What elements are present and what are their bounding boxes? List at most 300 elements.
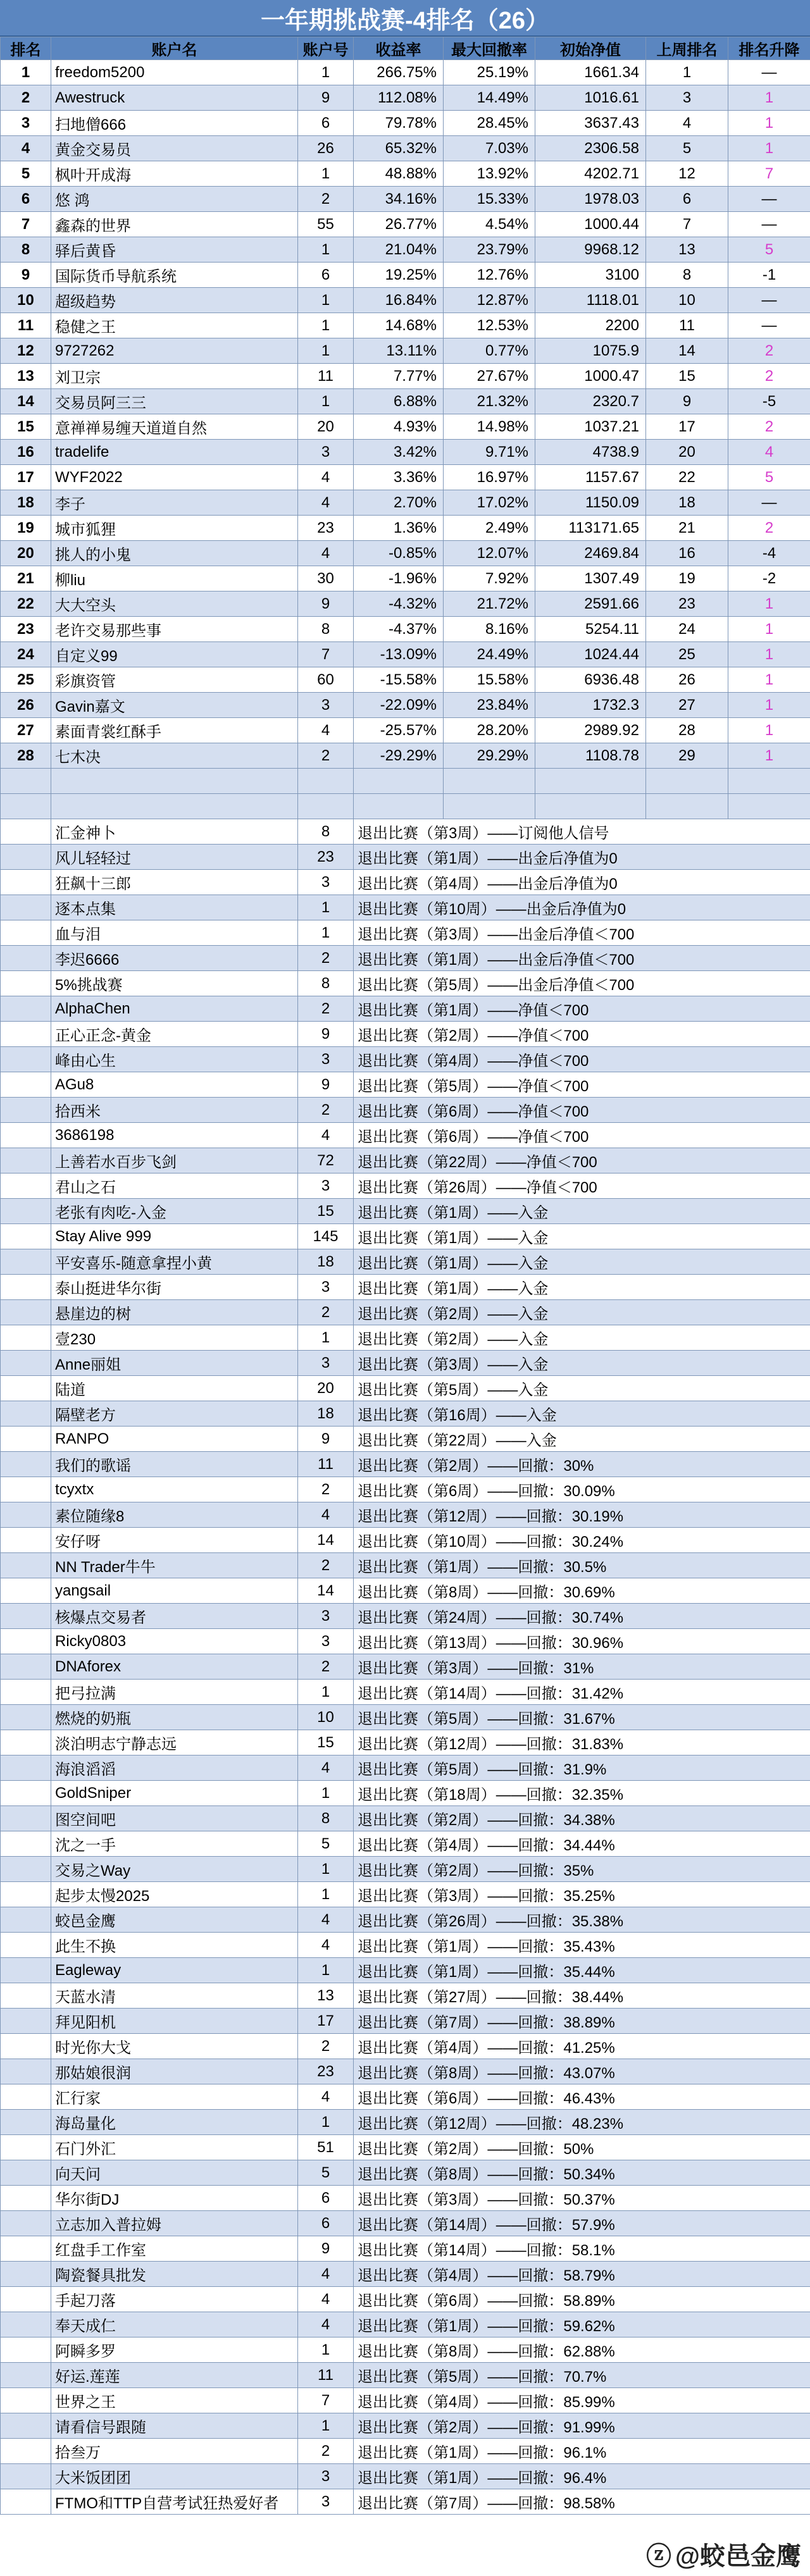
header-max-drawdown: 最大回撤率 [444, 37, 535, 60]
cell-account-no: 60 [298, 667, 354, 693]
cell-account-no: 5 [298, 2160, 354, 2186]
cell-initial-nav: 2469.84 [535, 541, 646, 566]
cell-account-name: 海岛量化 [51, 2110, 298, 2135]
cell-rank-change: -1 [728, 263, 810, 288]
cell-exit-note: 退出比赛（第26周）——净值＜700 [354, 1173, 810, 1199]
cell-account-name: 燃烧的奶瓶 [51, 1705, 298, 1730]
cell-blank [1, 845, 51, 870]
cell-account-no: 6 [298, 111, 354, 136]
table-row [1, 389, 810, 414]
cell-last-week-rank: 12 [646, 161, 728, 187]
cell-max-drawdown: 14.98% [444, 414, 535, 440]
exit-row [1, 1705, 810, 1730]
cell-blank [1, 2110, 51, 2135]
cell-last-week-rank: 16 [646, 541, 728, 566]
cell-rank-change: — [728, 212, 810, 237]
spacer-cell [354, 794, 444, 819]
cell-max-drawdown: 21.72% [444, 591, 535, 617]
cell-rank: 14 [1, 389, 51, 414]
cell-blank [1, 1477, 51, 1502]
cell-account-name: 稳健之王 [51, 313, 298, 338]
cell-account-no: 23 [298, 2059, 354, 2084]
cell-account-name: 君山之石 [51, 1173, 298, 1199]
cell-max-drawdown: 12.87% [444, 288, 535, 313]
cell-blank [1, 1983, 51, 2009]
exit-row [1, 2211, 810, 2236]
cell-exit-note: 退出比赛（第4周）——回撤：58.79% [354, 2262, 810, 2287]
cell-blank [1, 2135, 51, 2160]
cell-blank [1, 920, 51, 946]
cell-account-no: 18 [298, 1249, 354, 1275]
cell-blank [1, 1275, 51, 1300]
spacer-cell [298, 794, 354, 819]
exit-row [1, 1528, 810, 1553]
exit-row [1, 1173, 810, 1199]
cell-account-no: 9 [298, 591, 354, 617]
cell-blank [1, 2489, 51, 2515]
cell-return: 4.93% [354, 414, 444, 440]
cell-rank: 2 [1, 85, 51, 111]
cell-exit-note: 退出比赛（第5周）——出金后净值＜700 [354, 971, 810, 996]
cell-max-drawdown: 27.67% [444, 364, 535, 389]
cell-rank: 9 [1, 263, 51, 288]
cell-account-name: 好运.莲莲 [51, 2363, 298, 2388]
cell-max-drawdown: 12.07% [444, 541, 535, 566]
cell-blank [1, 1958, 51, 1983]
cell-blank [1, 1300, 51, 1325]
cell-account-no: 4 [298, 2084, 354, 2110]
cell-rank: 21 [1, 566, 51, 591]
cell-max-drawdown: 25.19% [444, 60, 535, 85]
exit-row [1, 1578, 810, 1604]
exit-row [1, 996, 810, 1022]
exit-row [1, 895, 810, 920]
cell-max-drawdown: 7.03% [444, 136, 535, 161]
cell-last-week-rank: 8 [646, 263, 728, 288]
exit-row [1, 2262, 810, 2287]
cell-rank-change: 7 [728, 161, 810, 187]
table-row [1, 617, 810, 642]
cell-account-name: RANPO [51, 1427, 298, 1452]
cell-account-name: 素面青裳红酥手 [51, 718, 298, 743]
cell-account-name: 沈之一手 [51, 1831, 298, 1857]
cell-blank [1, 1578, 51, 1604]
exit-row [1, 920, 810, 946]
cell-rank: 23 [1, 617, 51, 642]
cell-account-name: 彩旗资管 [51, 667, 298, 693]
cell-account-name: 海浪滔滔 [51, 1756, 298, 1781]
cell-account-name: WYF2022 [51, 465, 298, 490]
table-row [1, 693, 810, 718]
cell-rank-change: 1 [728, 642, 810, 667]
cell-initial-nav: 1108.78 [535, 743, 646, 769]
table-row [1, 566, 810, 591]
cell-account-no: 1 [298, 389, 354, 414]
cell-account-name: 手起刀落 [51, 2287, 298, 2312]
cell-max-drawdown: 14.49% [444, 85, 535, 111]
cell-blank [1, 1173, 51, 1199]
cell-account-name: Stay Alive 999 [51, 1224, 298, 1249]
table-row [1, 263, 810, 288]
cell-account-name: 李迟6666 [51, 946, 298, 971]
watermark-text: @蛟邑金鹰 [675, 2542, 801, 2570]
cell-account-no: 11 [298, 1452, 354, 1477]
cell-account-no: 4 [298, 1933, 354, 1958]
cell-return: 14.68% [354, 313, 444, 338]
exit-row [1, 2009, 810, 2034]
cell-initial-nav: 1307.49 [535, 566, 646, 591]
cell-account-name: 刘卫宗 [51, 364, 298, 389]
cell-exit-note: 退出比赛（第3周）——订阅他人信号 [354, 819, 810, 845]
exit-row [1, 1477, 810, 1502]
cell-account-no: 3 [298, 1275, 354, 1300]
cell-exit-note: 退出比赛（第1周）——回撤：35.44% [354, 1958, 810, 1983]
cell-account-name: 此生不换 [51, 1933, 298, 1958]
cell-blank [1, 1224, 51, 1249]
cell-rank: 16 [1, 440, 51, 465]
cell-account-no: 1 [298, 60, 354, 85]
cell-return: -22.09% [354, 693, 444, 718]
cell-exit-note: 退出比赛（第27周）——回撤：38.44% [354, 1983, 810, 2009]
exit-row [1, 1882, 810, 1907]
cell-blank [1, 2009, 51, 2034]
exit-row [1, 1654, 810, 1680]
cell-account-no: 4 [298, 1756, 354, 1781]
cell-return: -0.85% [354, 541, 444, 566]
cell-return: 1.36% [354, 516, 444, 541]
cell-account-no: 2 [298, 1654, 354, 1680]
cell-rank: 7 [1, 212, 51, 237]
cell-rank-change: 1 [728, 591, 810, 617]
cell-account-no: 14 [298, 1578, 354, 1604]
cell-account-no: 2 [298, 743, 354, 769]
cell-initial-nav: 2989.92 [535, 718, 646, 743]
exit-row [1, 1958, 810, 1983]
exit-row [1, 1325, 810, 1351]
table-row [1, 414, 810, 440]
cell-max-drawdown: 28.20% [444, 718, 535, 743]
cell-account-name: 驿后黄昏 [51, 237, 298, 263]
cell-rank: 3 [1, 111, 51, 136]
cell-account-name: 血与泪 [51, 920, 298, 946]
cell-exit-note: 退出比赛（第12周）——回撤：30.19% [354, 1502, 810, 1528]
cell-initial-nav: 2306.58 [535, 136, 646, 161]
cell-exit-note: 退出比赛（第6周）——回撤：46.43% [354, 2084, 810, 2110]
cell-initial-nav: 1037.21 [535, 414, 646, 440]
exit-row [1, 1022, 810, 1047]
header-last-week-rank: 上周排名 [646, 37, 728, 60]
spacer-cell [444, 794, 535, 819]
cell-rank-change: 2 [728, 338, 810, 364]
exit-row [1, 1831, 810, 1857]
cell-max-drawdown: 4.54% [444, 212, 535, 237]
cell-return: 34.16% [354, 187, 444, 212]
table-row [1, 718, 810, 743]
exit-row [1, 1730, 810, 1756]
cell-last-week-rank: 10 [646, 288, 728, 313]
cell-account-name: 世界之王 [51, 2388, 298, 2413]
cell-account-name: 汇行家 [51, 2084, 298, 2110]
cell-account-name: 悬崖边的树 [51, 1300, 298, 1325]
cell-blank [1, 1047, 51, 1072]
cell-max-drawdown: 15.58% [444, 667, 535, 693]
cell-account-name: 天蓝水清 [51, 1983, 298, 2009]
cell-last-week-rank: 14 [646, 338, 728, 364]
cell-account-no: 23 [298, 516, 354, 541]
cell-last-week-rank: 17 [646, 414, 728, 440]
cell-return: -1.96% [354, 566, 444, 591]
cell-rank-change: — [728, 288, 810, 313]
cell-initial-nav: 3100 [535, 263, 646, 288]
cell-last-week-rank: 7 [646, 212, 728, 237]
cell-account-name: 超级趋势 [51, 288, 298, 313]
cell-rank: 13 [1, 364, 51, 389]
exit-row [1, 1983, 810, 2009]
cell-account-no: 2 [298, 1098, 354, 1123]
cell-blank [1, 895, 51, 920]
cell-account-no: 1 [298, 1958, 354, 1983]
cell-exit-note: 退出比赛（第14周）——回撤：31.42% [354, 1680, 810, 1705]
cell-max-drawdown: 13.92% [444, 161, 535, 187]
cell-account-no: 1 [298, 895, 354, 920]
cell-account-no: 1 [298, 1781, 354, 1806]
cell-max-drawdown: 17.02% [444, 490, 535, 516]
exit-row [1, 2034, 810, 2059]
cell-last-week-rank: 25 [646, 642, 728, 667]
exit-row [1, 2388, 810, 2413]
cell-blank [1, 1502, 51, 1528]
cell-account-no: 4 [298, 2287, 354, 2312]
cell-account-no: 1 [298, 313, 354, 338]
cell-account-name: 时光你大戈 [51, 2034, 298, 2059]
cell-account-name: yangsail [51, 1578, 298, 1604]
cell-exit-note: 退出比赛（第1周）——入金 [354, 1275, 810, 1300]
cell-exit-note: 退出比赛（第22周）——入金 [354, 1427, 810, 1452]
cell-last-week-rank: 4 [646, 111, 728, 136]
cell-account-name: 图空间吧 [51, 1806, 298, 1831]
cell-account-name: 陶瓷餐具批发 [51, 2262, 298, 2287]
exit-row [1, 2489, 810, 2515]
cell-return: 19.25% [354, 263, 444, 288]
cell-max-drawdown: 23.84% [444, 693, 535, 718]
cell-exit-note: 退出比赛（第1周）——入金 [354, 1199, 810, 1224]
cell-blank [1, 1022, 51, 1047]
cell-blank [1, 2186, 51, 2211]
cell-rank: 22 [1, 591, 51, 617]
cell-account-no: 6 [298, 263, 354, 288]
cell-exit-note: 退出比赛（第10周）——回撤：30.24% [354, 1528, 810, 1553]
table-row [1, 237, 810, 263]
cell-blank [1, 1907, 51, 1933]
cell-account-name: 国际货币导航系统 [51, 263, 298, 288]
cell-account-name: 城市狐狸 [51, 516, 298, 541]
cell-return: 26.77% [354, 212, 444, 237]
spacer-cell [1, 769, 51, 794]
cell-last-week-rank: 9 [646, 389, 728, 414]
cell-max-drawdown: 12.53% [444, 313, 535, 338]
cell-max-drawdown: 23.79% [444, 237, 535, 263]
exit-row [1, 1781, 810, 1806]
cell-initial-nav: 1000.47 [535, 364, 646, 389]
cell-account-name: Gavin嘉文 [51, 693, 298, 718]
cell-rank: 25 [1, 667, 51, 693]
cell-last-week-rank: 21 [646, 516, 728, 541]
cell-rank: 5 [1, 161, 51, 187]
cell-blank [1, 1933, 51, 1958]
table-row [1, 667, 810, 693]
cell-account-name: 淡泊明志宁静志远 [51, 1730, 298, 1756]
cell-last-week-rank: 1 [646, 60, 728, 85]
cell-return: 21.04% [354, 237, 444, 263]
exit-row [1, 1300, 810, 1325]
cell-rank: 1 [1, 60, 51, 85]
cell-initial-nav: 1661.34 [535, 60, 646, 85]
cell-account-name: 立志加入普拉姆 [51, 2211, 298, 2236]
cell-initial-nav: 1157.67 [535, 465, 646, 490]
header-rank: 排名 [1, 37, 51, 60]
cell-account-no: 1 [298, 2338, 354, 2363]
cell-rank: 27 [1, 718, 51, 743]
table-row [1, 743, 810, 769]
table-row [1, 313, 810, 338]
cell-max-drawdown: 12.76% [444, 263, 535, 288]
cell-account-name: Anne丽姐 [51, 1351, 298, 1376]
cell-blank [1, 819, 51, 845]
exit-row [1, 1098, 810, 1123]
cell-return: 13.11% [354, 338, 444, 364]
cell-blank [1, 2413, 51, 2439]
exit-row [1, 2363, 810, 2388]
cell-exit-note: 退出比赛（第7周）——回撤：38.89% [354, 2009, 810, 2034]
cell-rank: 28 [1, 743, 51, 769]
cell-rank-change: 1 [728, 111, 810, 136]
cell-account-name: 拜见阳机 [51, 2009, 298, 2034]
cell-max-drawdown: 8.16% [444, 617, 535, 642]
cell-last-week-rank: 28 [646, 718, 728, 743]
exit-row [1, 1047, 810, 1072]
cell-account-no: 1 [298, 2413, 354, 2439]
cell-initial-nav: 1150.09 [535, 490, 646, 516]
cell-rank-change: 4 [728, 440, 810, 465]
exit-row [1, 1907, 810, 1933]
cell-account-no: 6 [298, 2186, 354, 2211]
cell-blank [1, 2211, 51, 2236]
cell-rank-change: 1 [728, 136, 810, 161]
cell-account-no: 9 [298, 1022, 354, 1047]
cell-return: 65.32% [354, 136, 444, 161]
ranking-table [0, 37, 810, 2515]
cell-blank [1, 2388, 51, 2413]
cell-blank [1, 1629, 51, 1654]
spacer-row [1, 769, 810, 794]
cell-return: 266.75% [354, 60, 444, 85]
spacer-cell [728, 769, 810, 794]
cell-last-week-rank: 29 [646, 743, 728, 769]
exit-row [1, 2084, 810, 2110]
cell-account-name: 柳liu [51, 566, 298, 591]
cell-rank-change: 5 [728, 237, 810, 263]
cell-exit-note: 退出比赛（第4周）——回撤：41.25% [354, 2034, 810, 2059]
cell-account-no: 4 [298, 1502, 354, 1528]
cell-exit-note: 退出比赛（第16周）——入金 [354, 1401, 810, 1427]
cell-exit-note: 退出比赛（第6周）——回撤：30.09% [354, 1477, 810, 1502]
cell-rank: 4 [1, 136, 51, 161]
exit-row [1, 1072, 810, 1098]
cell-account-no: 2 [298, 2439, 354, 2464]
cell-account-no: 72 [298, 1148, 354, 1173]
cell-account-no: 3 [298, 1047, 354, 1072]
cell-account-no: 10 [298, 1705, 354, 1730]
cell-blank [1, 1325, 51, 1351]
cell-exit-note: 退出比赛（第14周）——回撤：57.9% [354, 2211, 810, 2236]
cell-account-name: 隔壁老方 [51, 1401, 298, 1427]
exit-row [1, 946, 810, 971]
cell-exit-note: 退出比赛（第3周）——回撤：31% [354, 1654, 810, 1680]
cell-last-week-rank: 15 [646, 364, 728, 389]
cell-rank-change: 5 [728, 465, 810, 490]
cell-return: 112.08% [354, 85, 444, 111]
cell-blank [1, 1249, 51, 1275]
cell-account-name: freedom5200 [51, 60, 298, 85]
cell-account-no: 17 [298, 2009, 354, 2034]
cell-account-name: 鑫森的世界 [51, 212, 298, 237]
cell-account-no: 3 [298, 870, 354, 895]
cell-exit-note: 退出比赛（第12周）——回撤：31.83% [354, 1730, 810, 1756]
cell-account-name: 大大空头 [51, 591, 298, 617]
exit-row [1, 971, 810, 996]
cell-account-name: 向天问 [51, 2160, 298, 2186]
cell-account-name: Ricky0803 [51, 1629, 298, 1654]
exit-row [1, 1806, 810, 1831]
cell-last-week-rank: 13 [646, 237, 728, 263]
cell-account-no: 9 [298, 1427, 354, 1452]
cell-account-name: 李子 [51, 490, 298, 516]
cell-account-name: 核爆点交易者 [51, 1604, 298, 1629]
exit-row [1, 2160, 810, 2186]
cell-exit-note: 退出比赛（第1周）——回撤：96.1% [354, 2439, 810, 2464]
cell-initial-nav: 1118.01 [535, 288, 646, 313]
cell-exit-note: 退出比赛（第1周）——净值＜700 [354, 996, 810, 1022]
cell-exit-note: 退出比赛（第2周）——回撤：34.38% [354, 1806, 810, 1831]
table-row [1, 187, 810, 212]
table-row [1, 591, 810, 617]
cell-account-name: 老许交易那些事 [51, 617, 298, 642]
cell-last-week-rank: 27 [646, 693, 728, 718]
cell-account-name: 扫地僧666 [51, 111, 298, 136]
cell-blank [1, 1882, 51, 1907]
cell-blank [1, 1604, 51, 1629]
exit-row [1, 1401, 810, 1427]
exit-row [1, 2338, 810, 2363]
cell-rank: 24 [1, 642, 51, 667]
cell-blank [1, 1730, 51, 1756]
cell-initial-nav: 4202.71 [535, 161, 646, 187]
cell-last-week-rank: 24 [646, 617, 728, 642]
exit-row [1, 1199, 810, 1224]
cell-account-name: 陆道 [51, 1376, 298, 1401]
cell-return: 2.70% [354, 490, 444, 516]
exit-row [1, 2287, 810, 2312]
cell-account-no: 1 [298, 288, 354, 313]
cell-exit-note: 退出比赛（第1周）——入金 [354, 1249, 810, 1275]
cell-blank [1, 2464, 51, 2489]
cell-account-name: 交易员阿三三 [51, 389, 298, 414]
table-row [1, 541, 810, 566]
cell-account-no: 14 [298, 1528, 354, 1553]
cell-return: 6.88% [354, 389, 444, 414]
cell-exit-note: 退出比赛（第3周）——回撤：50.37% [354, 2186, 810, 2211]
cell-account-no: 3 [298, 2464, 354, 2489]
